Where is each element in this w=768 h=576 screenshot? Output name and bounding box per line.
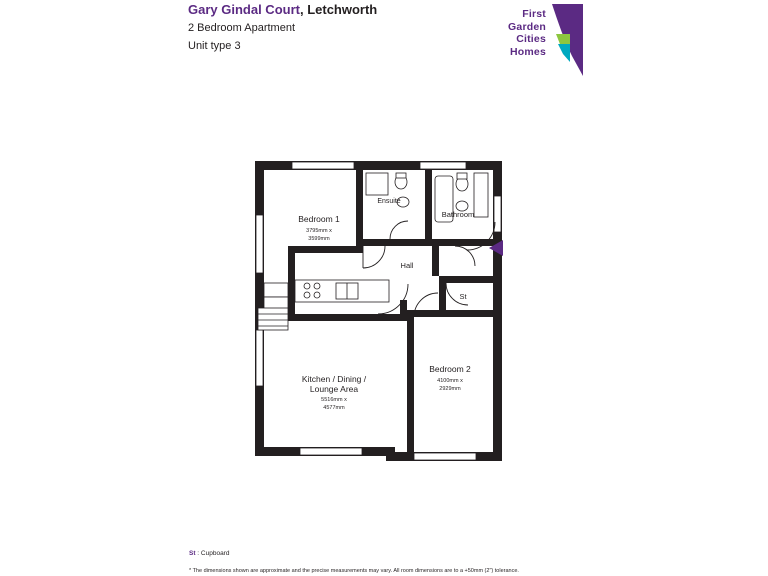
room-labels: [298, 198, 474, 411]
label-living-line-2: Lounge Area: [309, 384, 359, 394]
disclaimer-text: * The dimensions shown are approximate and the precise measurements may vary. All room dimensions are to a +50mm (2") tolerance.: [189, 568, 519, 574]
development-name: Gary Gindal Court: [188, 2, 300, 17]
logo-line-3: Cities: [516, 33, 546, 45]
dim-living-a: 5516mm x: [321, 397, 347, 403]
label-ensuite: Ensuite: [377, 198, 401, 205]
legend-text: : Cupboard: [195, 550, 230, 557]
label-bedroom-2: Bedroom 2: [429, 364, 471, 374]
development-town: , Letchworth: [299, 2, 378, 17]
logo-line-4: Homes: [509, 45, 546, 58]
legend-abbr: St: [189, 550, 196, 557]
unit-description: 2 Bedroom Apartment: [188, 22, 296, 34]
dim-bedroom-1-a: 3795mm x: [306, 228, 332, 234]
label-living-line-1: Kitchen / Dining /: [301, 374, 367, 384]
dim-bedroom-2-a: 4100mm x: [437, 378, 463, 384]
dim-bedroom-2-b: 2929mm: [439, 386, 461, 392]
label-storage: St: [459, 292, 467, 301]
logo-line-2: Garden: [508, 20, 546, 33]
kitchen-fittings: [258, 280, 389, 330]
logo-line-1: First: [522, 8, 546, 20]
dim-living-b: 4577mm: [323, 405, 345, 411]
label-bedroom-1: Bedroom 1: [298, 214, 340, 224]
label-bathroom: Bathroom: [441, 210, 475, 219]
dim-bedroom-1-b: 3599mm: [308, 236, 330, 242]
unit-type: Unit type 3: [188, 40, 241, 52]
label-hall: Hall: [400, 261, 414, 270]
legend-storage: [189, 550, 229, 557]
